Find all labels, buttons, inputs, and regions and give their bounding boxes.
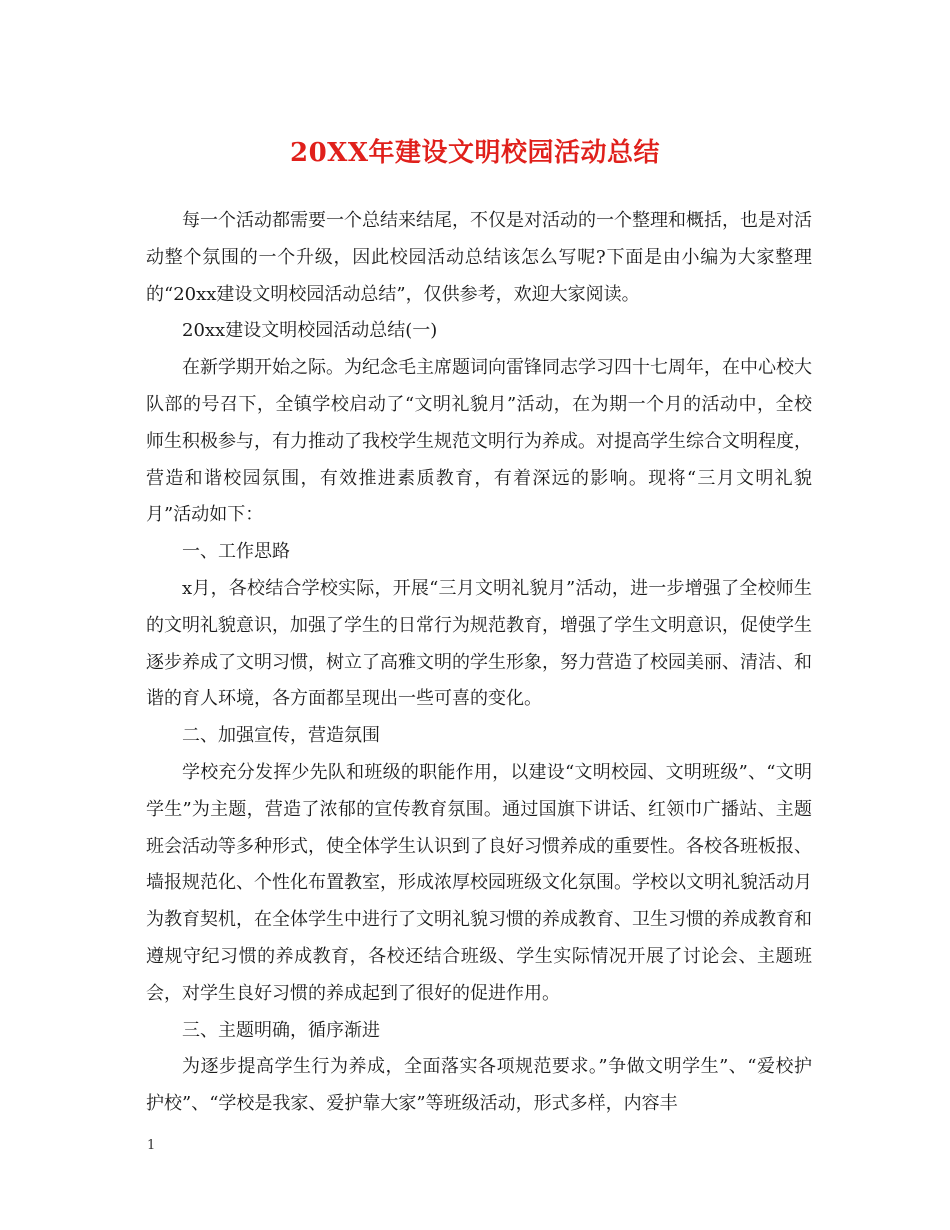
document-body xyxy=(146,203,812,1123)
section-heading-work-ideas: 一、工作思路 xyxy=(182,541,290,563)
page-number: 1 xyxy=(147,1138,156,1153)
section-heading-summary-one: 20xx建设文明校园活动总结(一) xyxy=(182,320,438,342)
paragraph-intro: 每一个活动都需要一个总结来结尾，不仅是对活动的一个整理和概括，也是对活动整个氛围的一个升级，因此校园活动总结该怎么写呢?下面是由小编为大家整理的“20xx建设文明校园活动总结”，仅供参考，欢迎大家阅读。 xyxy=(146,210,812,305)
paragraph-publicity: 学校充分发挥少先队和班级的职能作用，以建设“文明校园、文明班级”、“文明学生”为主题，营造了浓郁的宣传教育氛围。通过国旗下讲话、红领巾广播站、主题班会活动等多种形式，使全体学生认识到了良好习惯养成的重要性。各校各班板报、墙报规范化、个性化布置教室，形成浓厚校园班级文化氛围。学校以文明礼貌活动月为教育契机，在全体学生中进行了文明礼貌习惯的养成教育、卫生习惯的养成教育和遵规守纪习惯的养成教育，各校还结合班级、学生实际情况开展了讨论会、主题班会，对学生良好习惯的养成起到了很好的促进作用。 xyxy=(146,761,812,1004)
section-heading-publicity: 二、加强宣传，营造氛围 xyxy=(182,725,380,747)
paragraph-work-ideas: x月，各校结合学校实际，开展“三月文明礼貌月”活动，进一步增强了全校师生的文明礼貌意识，加强了学生的日常行为规范教育，增强了学生文明意识，促使学生逐步养成了文明习惯，树立了高雅文明的学生形象，努力营造了校园美丽、清洁、和谐的育人环境，各方面都呈现出一些可喜的变化。 xyxy=(146,577,812,710)
paragraph-theme: 为逐步提高学生行为养成，全面落实各项规范要求。”争做文明学生”、“爱校护护校”、“学校是我家、爱护靠大家”等班级活动，形式多样，内容丰 xyxy=(146,1056,812,1115)
paragraph-background: 在新学期开始之际。为纪念毛主席题词向雷锋同志学习四十七周年，在中心校大队部的号召下，全镇学校启动了“文明礼貌月”活动，在为期一个月的活动中，全校师生积极参与，有力推动了我校学生规范文明行为养成。对提高学生综合文明程度，营造和谐校园氛围，有效推进素质教育，有着深远的影响。现将“三月文明礼貌月”活动如下： xyxy=(146,357,812,526)
section-heading-theme: 三、主题明确，循序渐进 xyxy=(182,1019,380,1041)
document-title: 20XX年建设文明校园活动总结 xyxy=(289,138,661,168)
